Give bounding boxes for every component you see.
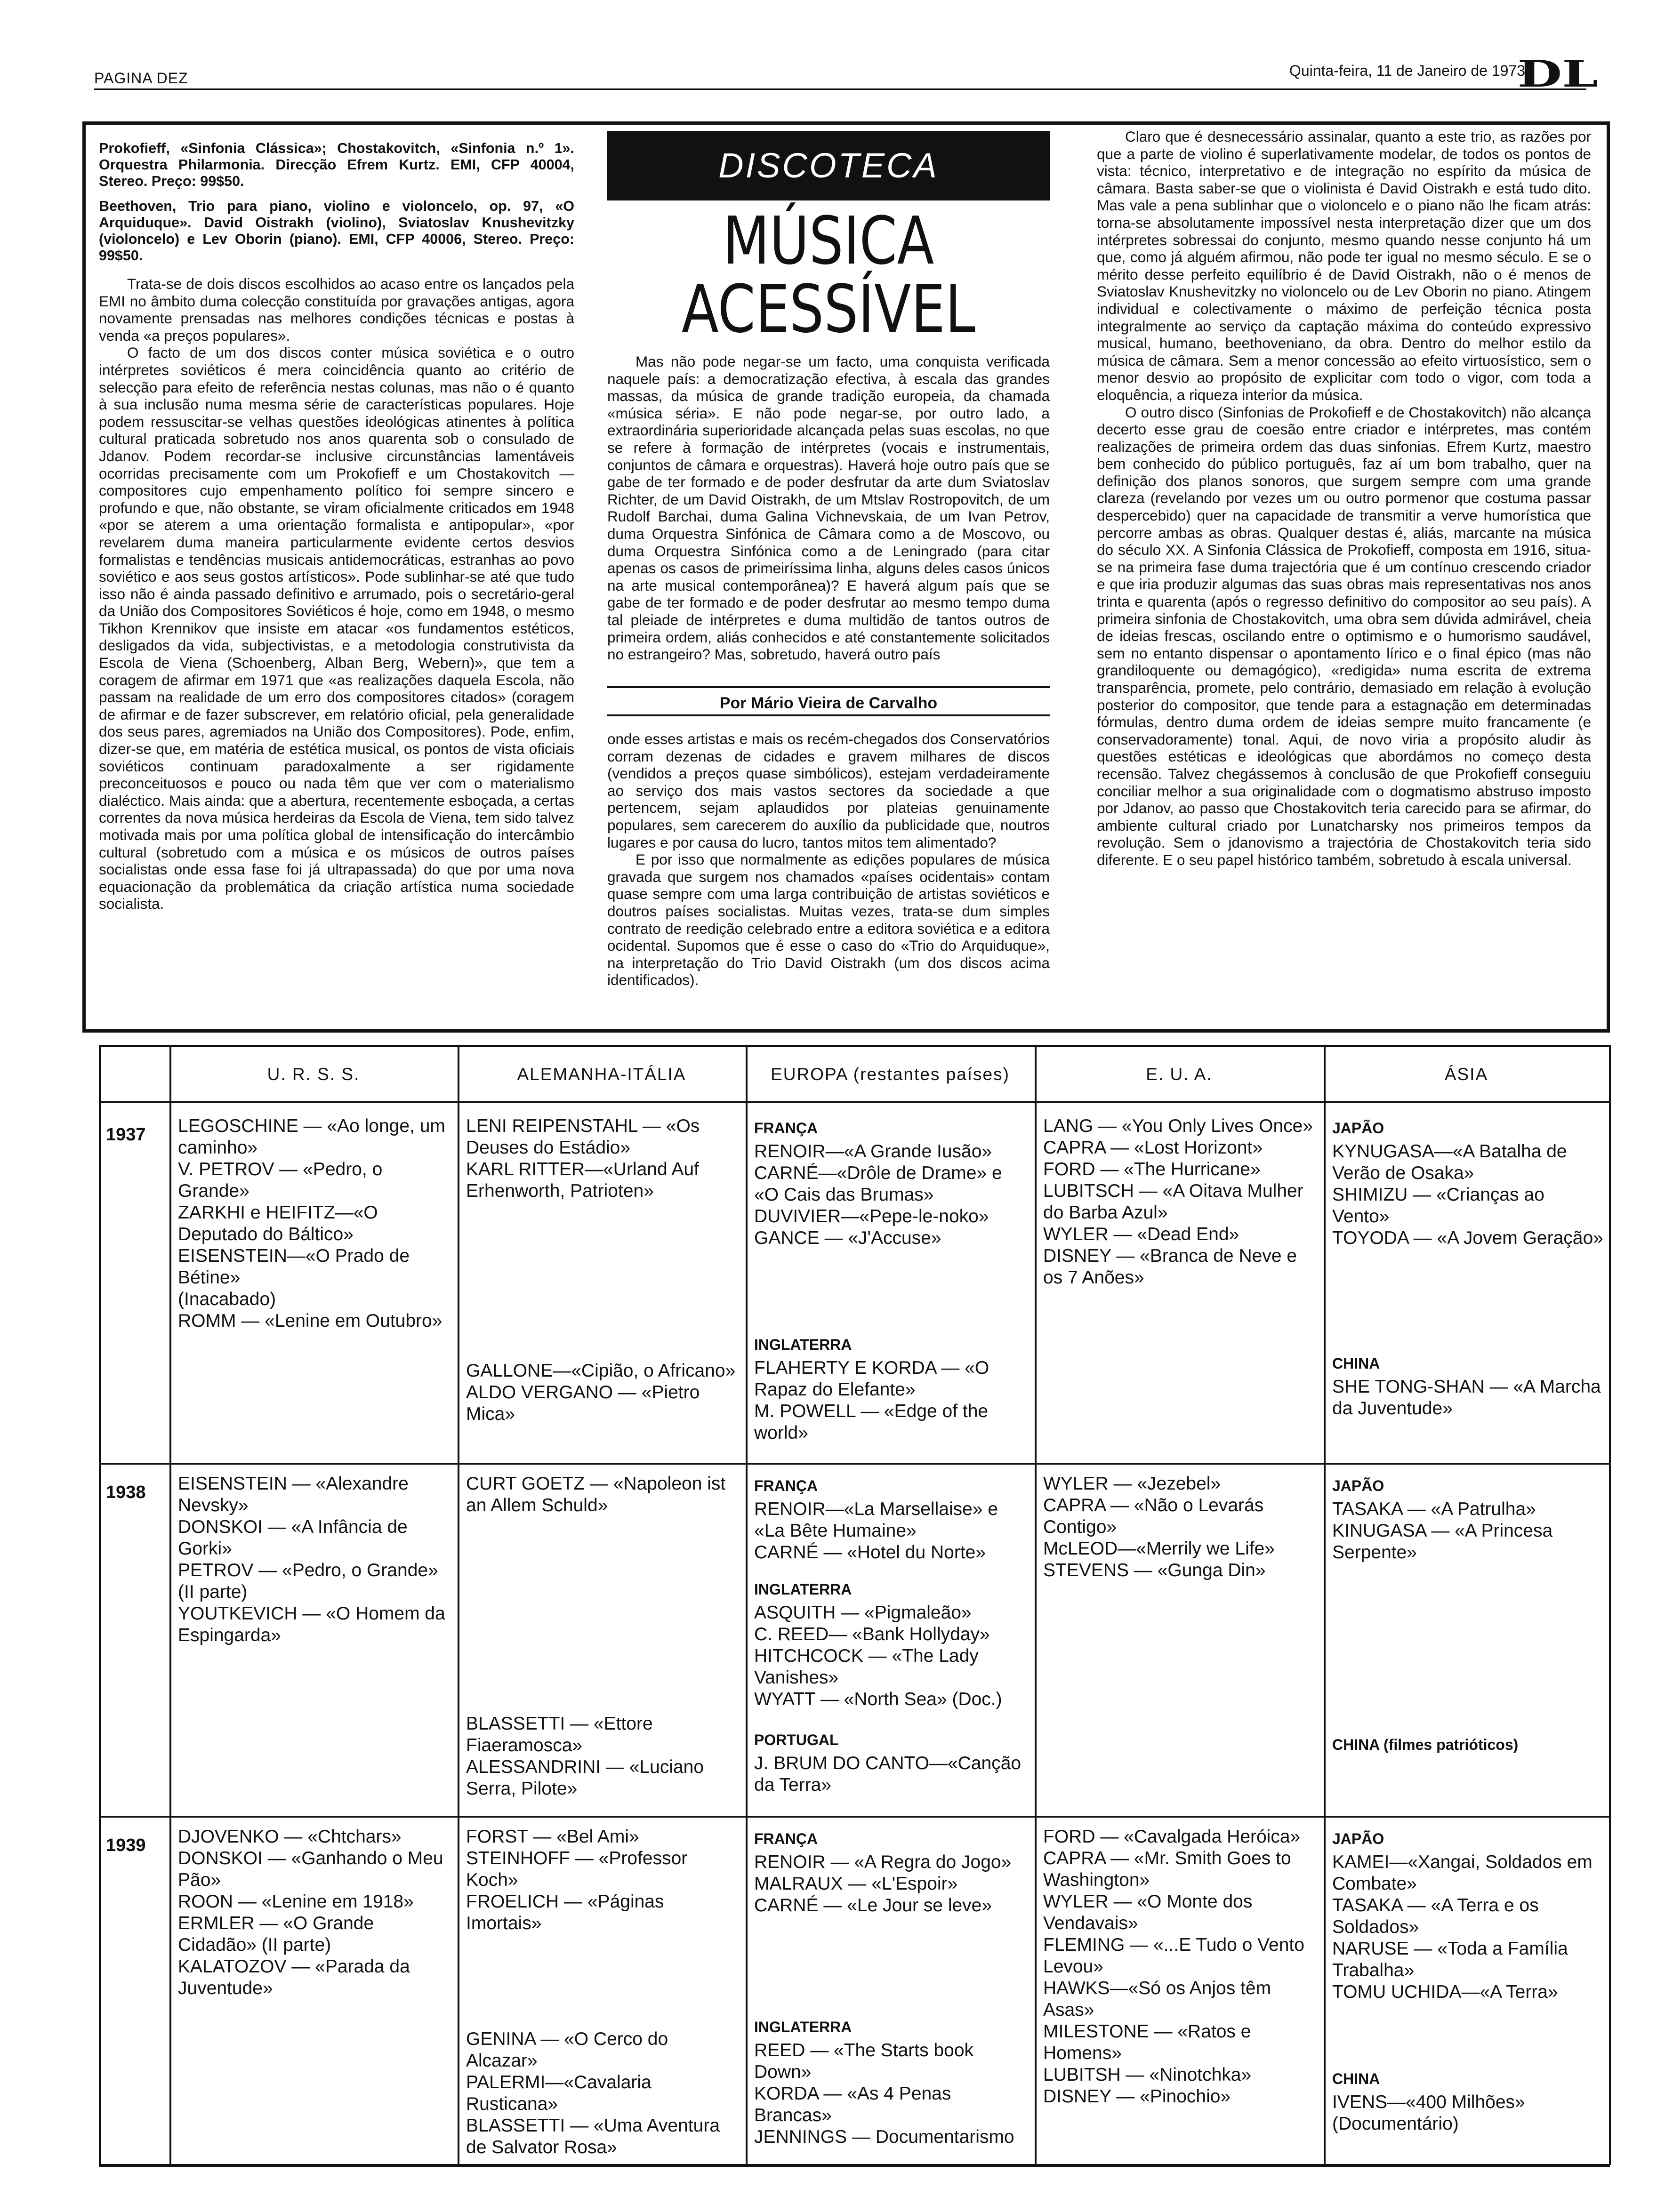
country-label: PORTUGAL bbox=[754, 1731, 839, 1748]
alemanha-cell bbox=[466, 1115, 741, 1202]
film-entry: GENINA — «O Cerco do Alcazar» bbox=[466, 2029, 668, 2071]
country-label: CHINA (filmes patrióticos) bbox=[1332, 1736, 1519, 1753]
film-entry: KAMEI—«Xangai, Soldados em Combate» bbox=[1332, 1852, 1593, 1894]
article-column-1 bbox=[99, 140, 574, 913]
column-header-alemanha-italia: ALEMANHA-ITÁLIA bbox=[517, 1065, 686, 1084]
film-entry: CARNÉ — «Le Jour se leve» bbox=[754, 1895, 992, 1915]
asia-cell bbox=[1332, 1473, 1605, 1563]
year-label: 1937 bbox=[106, 1125, 146, 1145]
film-entry: HITCHCOCK — «The Lady Vanishes» bbox=[754, 1646, 979, 1688]
film-entry: EISENSTEIN—«O Prado de Bétine» bbox=[178, 1246, 410, 1288]
film-entry: DISNEY — «Pinochio» bbox=[1043, 2086, 1231, 2107]
film-entry: STEINHOFF — «Professor Koch» bbox=[466, 1848, 688, 1890]
film-entry: NARUSE — «Toda a Família Trabalha» bbox=[1332, 1939, 1568, 1980]
newspaper-logo: DL bbox=[1517, 53, 1598, 96]
page-label: PAGINA DEZ bbox=[94, 70, 188, 87]
film-entry: CURT GOETZ — «Napoleon ist an Allem Schuld» bbox=[466, 1474, 726, 1515]
film-entry: WYLER — «Dead End» bbox=[1043, 1224, 1239, 1244]
eua-cell bbox=[1043, 1115, 1319, 1289]
film-entry: FORD — «Cavalgada Heróica» bbox=[1043, 1827, 1301, 1847]
issue-date: Quinta-feira, 11 de Janeiro de 1973 bbox=[1289, 62, 1525, 79]
film-entry: GANCE — «J'Accuse» bbox=[754, 1228, 941, 1248]
country-label: CHINA bbox=[1332, 2070, 1380, 2087]
header-rule bbox=[94, 88, 1586, 90]
film-entry: GALLONE—«Cipião, o Africano» bbox=[466, 1361, 736, 1381]
europa-cell bbox=[754, 2014, 1030, 2148]
film-entry: FROELICH — «Páginas Imortais» bbox=[466, 1891, 664, 1933]
table-vline bbox=[169, 1045, 171, 2165]
country-label: CHINA bbox=[1332, 1355, 1380, 1372]
film-entry: DUVIVIER—«Pepe-le-noko» bbox=[754, 1206, 989, 1226]
film-entry: TOYODA — «A Jovem Geração» bbox=[1332, 1228, 1603, 1248]
country-label: FRANÇA bbox=[754, 1477, 818, 1494]
film-entry: ERMLER — «O Grande Cidadão» (II parte) bbox=[178, 1913, 374, 1955]
europa-cell bbox=[754, 1115, 1030, 1249]
country-label: FRANÇA bbox=[754, 1830, 818, 1847]
film-entry: CAPRA — «Lost Horizont» bbox=[1043, 1138, 1263, 1158]
article-column-2 bbox=[607, 353, 1050, 663]
reference-prokofieff: Prokofieff, «Sinfonia Clássica»; Chostakovitch, «Sinfonia n.º 1». Orquestra Philarmonia. Direcção Efrem Kurtz. EMI, CFP 40004, Stereo. Preço: 99$50. bbox=[99, 140, 574, 189]
film-entry: HAWKS—«Só os Anjos têm Asas» bbox=[1043, 1978, 1271, 2020]
byline: Por Mário Vieira de Carvalho bbox=[607, 686, 1050, 716]
country-label: JAPÃO bbox=[1332, 1120, 1384, 1137]
title-line-1: MÚSICA bbox=[723, 203, 934, 280]
asia-cell bbox=[1332, 1826, 1605, 2003]
country-label: JAPÃO bbox=[1332, 1830, 1384, 1847]
paragraph: Mas não pode negar-se um facto, uma conquista verificada naquele país: a democratização efectiva, à escala das grandes massas, da música de grande tradição europeia, da chamada «música séria». E não pode negar-se, por outro lado, a extraordinária superioridade alcançada pelas suas escolas, no que se refere à formação de intérpretes (vocais e instrumentais, conjuntos de câmara e orquestras). Haverá hoje outro país que se gabe de ter formado e de poder desfrutar da arte dum Sviatoslav Richter, de um David Oistrakh, de um Mtslav Rostropovitch, de um Rudolf Barchai, duma Galina Vichnevskaia, de um Ivan Petrov, duma Orquestra Sinfónica de Câmara como a de Moscovo, ou duma Orquestra Sinfónica como a de Leningrado (para citar apenas os casos de primeiríssima linha, alguns deles casos únicos na arte musical contemporânea)? E haverá algum país que se gabe de ter formado e de poder desfrutar ao mesmo tempo duma tal pleiade de intérpretes e duma multidão de tantos outros de primeira ordem, aliás conhecidos e até constantemente solicitados no estrangeiro? Mas, sobretudo, haverá outro país bbox=[607, 353, 1050, 663]
table-row-rule bbox=[99, 1816, 1610, 1818]
film-entry: FLAHERTY E KORDA — «O Rapaz do Elefante» bbox=[754, 1358, 989, 1400]
country-label: INGLATERRA bbox=[754, 1581, 852, 1598]
film-entry: FORST — «Bel Ami» bbox=[466, 1827, 639, 1847]
film-entry: FLEMING — «...E Tudo o Vento Levou» bbox=[1043, 1935, 1304, 1977]
film-entry: SHE TONG-SHAN — «A Marcha da Juventude» bbox=[1332, 1377, 1601, 1419]
table-vline bbox=[99, 1045, 101, 2165]
film-entry: IVENS—«400 Milhões» (Documentário) bbox=[1332, 2092, 1525, 2134]
alemanha-cell bbox=[466, 1826, 741, 1934]
film-entry: EISENSTEIN — «Alexandre Nevsky» bbox=[178, 1474, 409, 1515]
column-header-europa: EUROPA (restantes países) bbox=[771, 1065, 1010, 1084]
paragraph: Claro que é desnecessário assinalar, quanto a este trio, as razões por que a parte de violino é superlativamente modelar, de todos os pontos de vista: técnico, interpretativo e de integração no espírito da música de câmara. Basta saber-se que o violinista é David Oistrakh e está tudo dito. Mas vale a pena sublinhar que o violoncelo e o piano não lhe ficam atrás: torna-se absolutamente impossível nesta interpretação dizer que um dos intérpretes sobressai do conjunto, mesmo quando nesse conjunto há um que, como já alguém afirmou, não pode ter igual no mesmo século. E se o mérito desse perfeito equilíbrio é de David Oistrakh, não o é menos de Sviatoslav Knushevitzky no violoncelo ou de Lev Oborin no piano. Atingem individual e colectivamente o máximo de perfeição técnica posta integralmente ao serviço da captação máxima do conteúdo expressivo musical, humano, beethoveniano, da obra. Dentro do melhor estilo da música de câmara. Sem a menor concessão ao efeito virtuosístico, sem o menor desvio ao propósito de explicitar com todo o vigor, com toda a eloquência, a riqueza interior da música. bbox=[1097, 128, 1591, 403]
europa-cell bbox=[754, 1577, 1030, 1710]
italia-cell bbox=[466, 1360, 741, 1425]
film-entry: KALATOZOV — «Parada da Juventude» bbox=[178, 1956, 410, 1998]
asia-cell bbox=[1332, 1351, 1605, 1419]
film-entry: RENOIR — «A Regra do Jogo» bbox=[754, 1852, 1012, 1872]
eua-cell bbox=[1043, 1473, 1319, 1581]
film-entry: TASAKA — «A Terra e os Soldados» bbox=[1332, 1895, 1539, 1937]
italia-cell bbox=[466, 2028, 741, 2158]
film-entry: DJOVENKO — «Chtchars» bbox=[178, 1827, 402, 1847]
film-entry: BLASSETTI — «Uma Aventura de Salvator Rosa» bbox=[466, 2116, 720, 2157]
urss-cell bbox=[178, 1826, 453, 1999]
film-entry: PALERMI—«Cavalaria Rusticana» bbox=[466, 2072, 652, 2114]
country-label: JAPÃO bbox=[1332, 1477, 1384, 1494]
film-entry: C. REED— «Bank Hollyday» bbox=[754, 1624, 990, 1644]
table-header-rule bbox=[99, 1101, 1610, 1103]
film-entry: KYNUGASA—«A Batalha de Verão de Osaka» bbox=[1332, 1141, 1567, 1183]
country-label: INGLATERRA bbox=[754, 1336, 852, 1353]
alemanha-cell bbox=[466, 1473, 741, 1516]
europa-cell bbox=[754, 1826, 1030, 1916]
film-entry: PETROV — «Pedro, o Grande» (II parte) bbox=[178, 1560, 438, 1602]
urss-cell bbox=[178, 1115, 453, 1332]
film-entry: LUBITSH — «Ninotchka» bbox=[1043, 2065, 1252, 2085]
country-label: INGLATERRA bbox=[754, 2019, 852, 2036]
title-line-2: ACESSÍVEL bbox=[682, 271, 975, 348]
film-entry: WYLER — «O Monte dos Vendavais» bbox=[1043, 1891, 1253, 1933]
article-column-3 bbox=[1097, 128, 1591, 869]
film-entry: J. BRUM DO CANTO—«Canção da Terra» bbox=[754, 1753, 1022, 1795]
paragraph: Trata-se de dois discos escolhidos ao acaso entre os lançados pela EMI no âmbito duma colecção constituída por gravações antigas, agora novamente prensadas nas melhores condições técnicas e postas à venda «a preços populares». bbox=[99, 275, 574, 344]
asia-cell bbox=[1332, 1732, 1605, 1757]
film-entry: DISNEY — «Branca de Neve e os 7 Anões» bbox=[1043, 1246, 1297, 1288]
film-entry: (Inacabado) bbox=[178, 1289, 276, 1309]
film-entry: V. PETROV — «Pedro, o Grande» bbox=[178, 1159, 383, 1201]
year-label: 1938 bbox=[106, 1483, 146, 1502]
paragraph: O facto de um dos discos conter música soviética e o outro intérpretes soviéticos é mera coincidência quanto ao critério de selecção para efeito de referência nestas colunas, mas não o é quanto à sua inclusão numa mesma série de características populares. Hoje podem ressuscitar-se velhas questões ideológicas atinentes à política cultural praticada sobretudo nos anos quarenta sob o consulado de Jdanov. Podem recordar-se inclusive circunstâncias lamentáveis ocorridas precisamente com um Prokofieff e um Chostakovitch — compositores cujo empenhamento político foi sempre sincero e profundo e que, não obstante, se viram oficialmente criticados em 1948 «por se aterem a uma orientação formalista e antipopular», «por revelarem duma maneira particularmente evidente certos desvios formalistas e tendências musicais antidemocráticas, estranhas ao povo soviético e aos seus gostos artísticos». Pode sublinhar-se até que tudo isso não é ainda passado definitivo e arrumado, pois o secretário-geral da União dos Compositores Soviéticos é hoje, como em 1948, o mesmo Tikhon Krennikov que insiste em atacar «os fundamentos estéticos, desligados da vida, subjectivistas, e a metodologia construtivista da Escola de Viena (Schoenberg, Alban Berg, Webern)», que tem a coragem de afirmar em 1971 que «as realizações daquela Escola, não passam na realidade de um erro dos compositores citados» (coragem de afirmar e de fazer subscrever, em relatório oficial, pela generalidade dos seus pares, agremiados na União dos Compositores). Pode, enfim, dizer-se que, em matéria de estética musical, os pontos de vista oficiais soviéticos continuam paradoxalmente a ser rigidamente preconceituosos e pouco ou nada têm que ver com o materialismo dialéctico. Mais ainda: que a abertura, recentemente esboçada, a certas correntes da nova música herdeiras da Escola de Viena, tem sido talvez motivada mais por uma política global de intensificação do intercâmbio cultural (sobretudo com a música e os músicos de outros países socialistas onde essa fase foi já ultrapassada) do que por uma nova equacionação da problemática da criação artística numa sociedade socialista. bbox=[99, 344, 574, 913]
film-entry: M. POWELL — «Edge of the world» bbox=[754, 1401, 989, 1443]
film-entry: ALESSANDRINI — «Luciano Serra, Pilote» bbox=[466, 1757, 704, 1799]
urss-cell bbox=[178, 1473, 453, 1646]
film-entry: STEVENS — «Gunga Din» bbox=[1043, 1560, 1266, 1580]
article-column-2b bbox=[607, 730, 1050, 989]
reference-beethoven: Beethoven, Trio para piano, violino e violoncelo, op. 97, «O Arquiduque». David Oistrakh (violino), Sviatoslav Knushevitzky (violoncelo) e Lev Oborin (piano). EMI, CFP 40006, Stereo. Preço: 99$50. bbox=[99, 198, 574, 264]
table-vline bbox=[1324, 1045, 1326, 2165]
film-entry: TOMU UCHIDA—«A Terra» bbox=[1332, 1982, 1558, 2002]
article-title bbox=[647, 203, 1010, 348]
column-header-eua: E. U. A. bbox=[1146, 1065, 1213, 1084]
film-entry: CAPRA — «Mr. Smith Goes to Washington» bbox=[1043, 1848, 1291, 1890]
europa-cell bbox=[754, 1473, 1030, 1563]
film-entry: WYLER — «Jezebel» bbox=[1043, 1474, 1221, 1494]
country-label: FRANÇA bbox=[754, 1120, 818, 1137]
eua-cell bbox=[1043, 1826, 1319, 2108]
film-entry: KORDA — «As 4 Penas Brancas» bbox=[754, 2084, 951, 2125]
film-entry: LENI REIPENSTAHL — «Os Deuses do Estádio» bbox=[466, 1116, 700, 1158]
film-entry: SHIMIZU — «Crianças ao Vento» bbox=[1332, 1185, 1544, 1226]
year-label: 1939 bbox=[106, 1835, 146, 1855]
paragraph: onde esses artistas e mais os recém-chegados dos Conservatórios corram dezenas de cidades e gravem milhares de discos (vendidos a preços quase simbólicos), estejam verdadeiramente ao serviço dos mais vastos sectores da sociedade a que pertencem, sejam aplaudidos por plateias genuinamente populares, sem carecerem do auxílio da publicidade que, noutros lugares e por causa do lucro, tantos mitos tem alimentado? bbox=[607, 730, 1050, 851]
film-entry: JENNINGS — Documentarismo bbox=[754, 2127, 1014, 2147]
film-entry: ZARKHI e HEIFITZ—«O Deputado do Báltico» bbox=[178, 1202, 378, 1244]
film-entry: LANG — «You Only Lives Once» bbox=[1043, 1116, 1313, 1136]
table-vline bbox=[1609, 1045, 1611, 2165]
film-entry: LEGOSCHINE — «Ao longe, um caminho» bbox=[178, 1116, 445, 1158]
film-entry: FORD — «The Hurricane» bbox=[1043, 1159, 1261, 1179]
table-row-rule bbox=[99, 1463, 1610, 1465]
film-entry: CAPRA — «Não o Levarás Contigo» bbox=[1043, 1495, 1264, 1537]
film-entry: ASQUITH — «Pigmaleão» bbox=[754, 1603, 972, 1623]
film-entry: McLEOD—«Merrily we Life» bbox=[1043, 1539, 1275, 1559]
italia-cell bbox=[466, 1713, 741, 1800]
film-entry: RENOIR—«La Marsellaise» e «La Bête Humaine» bbox=[754, 1499, 998, 1541]
film-entry: CARNÉ—«Drôle de Drame» e «O Cais das Brumas» bbox=[754, 1163, 1002, 1205]
table-top-rule bbox=[99, 1045, 1610, 1047]
film-entry: TASAKA — «A Patrulha» bbox=[1332, 1499, 1536, 1519]
column-header-urss: U. R. S. S. bbox=[267, 1065, 360, 1084]
paragraph: O outro disco (Sinfonias de Prokofieff e de Chostakovitch) não alcança decerto esse grau de coesão entre criador e intérpretes, mas contém realizações de primeira ordem das duas sinfonias. Efrem Kurtz, maestro bem conhecido do público português, faz aí um bom trabalho, quer na definição dos planos sonoros, que surgem sempre com uma grande clareza (revelando por vezes um ou outro pormenor que costuma passar despercebido) quer na capacidade de transmitir a verve humorística que percorre ambas as obras. Qualquer destas é, aliás, marcante na música do século XX. A Sinfonia Clássica de Prokofieff, composta em 1916, situa-se na primeira fase duma trajectória que é um contínuo crescendo criador e que iria produzir algumas das suas obras mais representativas nos anos trinta e quarenta (após o regresso definitivo do compositor ao seu país). A primeira sinfonia de Chostakovitch, uma obra sem dúvida admirável, cheia de ideias frescas, oscilando entre o optimismo e o humorismo saudável, sem no entanto dispensar o apontamento lírico e o final épico (mas não grandiloquente ou demagógico), «redigida» numa escrita de extrema transparência, promete, pelo contrário, demasiado em relação à evolução posterior do compositor, que tende para a estagnação em determinadas fórmulas, dentro duma ordem de ideias sempre muito francamente (e conservadoramente) tonal. Aqui, de novo viria a propósito aludir às questões estéticas e ideológicas que abordámos no começo desta recensão. Talvez chegássemos à conclusão de que Prokofieff conseguiu conciliar melhor a sua originalidade com o dogmatismo abstruso imposto por Jdanov, ao passo que Chostakovitch teria carecido para se afirmar, do ambiente cultural criado por Lunatcharsky nos primeiros tempos da revolução. Sem o jdanovismo a trajectória de Chostakovitch teria sido diferente. E o seu papel histórico também, sobretudo à escala universal. bbox=[1097, 403, 1591, 868]
film-entry: ROMM — «Lenine em Outubro» bbox=[178, 1311, 442, 1331]
table-vline bbox=[458, 1045, 459, 2165]
film-entry: DONSKOI — «Ganhando o Meu Pão» bbox=[178, 1848, 443, 1890]
film-entry: ROON — «Lenine em 1918» bbox=[178, 1891, 414, 1912]
film-entry: LUBITSCH — «A Oitava Mulher do Barba Azul» bbox=[1043, 1181, 1303, 1223]
film-entry: REED — «The Starts book Down» bbox=[754, 2040, 974, 2082]
film-entry: BLASSETTI — «Ettore Fiaeramosca» bbox=[466, 1714, 653, 1755]
film-entry: YOUTKEVICH — «O Homem da Espingarda» bbox=[178, 1603, 445, 1645]
paragraph: E por isso que normalmente as edições populares de música gravada que surgem nos chamados «países ocidentais» contam quase sempre com uma larga contribuição de artistas soviéticos e doutros países socialistas. Muitas vezes, trata-se dum simples contrato de reedição celebrado entre a editora soviética e a editora ocidental. Supomos que é esse o caso do «Trio do Arquiduque», na interpretação do Trio David Oistrakh (um dos discos acima identificados). bbox=[607, 851, 1050, 989]
film-entry: MALRAUX — «L'Espoir» bbox=[754, 1874, 958, 1894]
film-entry: KARL RITTER—«Urland Auf Erhenworth, Patrioten» bbox=[466, 1159, 699, 1201]
asia-cell bbox=[1332, 2066, 1605, 2135]
record-references bbox=[99, 140, 574, 264]
table-bottom-rule bbox=[99, 2164, 1610, 2167]
film-entry: WYATT — «North Sea» (Doc.) bbox=[754, 1689, 1002, 1709]
europa-cell bbox=[754, 1727, 1030, 1796]
table-vline bbox=[746, 1045, 748, 2165]
section-banner: DISCOTECA bbox=[607, 131, 1050, 200]
film-entry: ALDO VERGANO — «Pietro Mica» bbox=[466, 1382, 700, 1424]
film-entry: DONSKOI — «A Infância de Gorki» bbox=[178, 1517, 408, 1559]
film-entry: KINUGASA — «A Princesa Serpente» bbox=[1332, 1521, 1553, 1563]
film-entry: RENOIR—«A Grande Iusão» bbox=[754, 1141, 992, 1162]
asia-cell bbox=[1332, 1115, 1605, 1249]
column-header-asia: ÁSIA bbox=[1444, 1065, 1488, 1084]
film-entry: CARNÉ — «Hotel du Norte» bbox=[754, 1542, 986, 1563]
europa-cell bbox=[754, 1332, 1030, 1444]
film-entry: MILESTONE — «Ratos e Homens» bbox=[1043, 2021, 1251, 2063]
table-vline bbox=[1035, 1045, 1037, 2165]
